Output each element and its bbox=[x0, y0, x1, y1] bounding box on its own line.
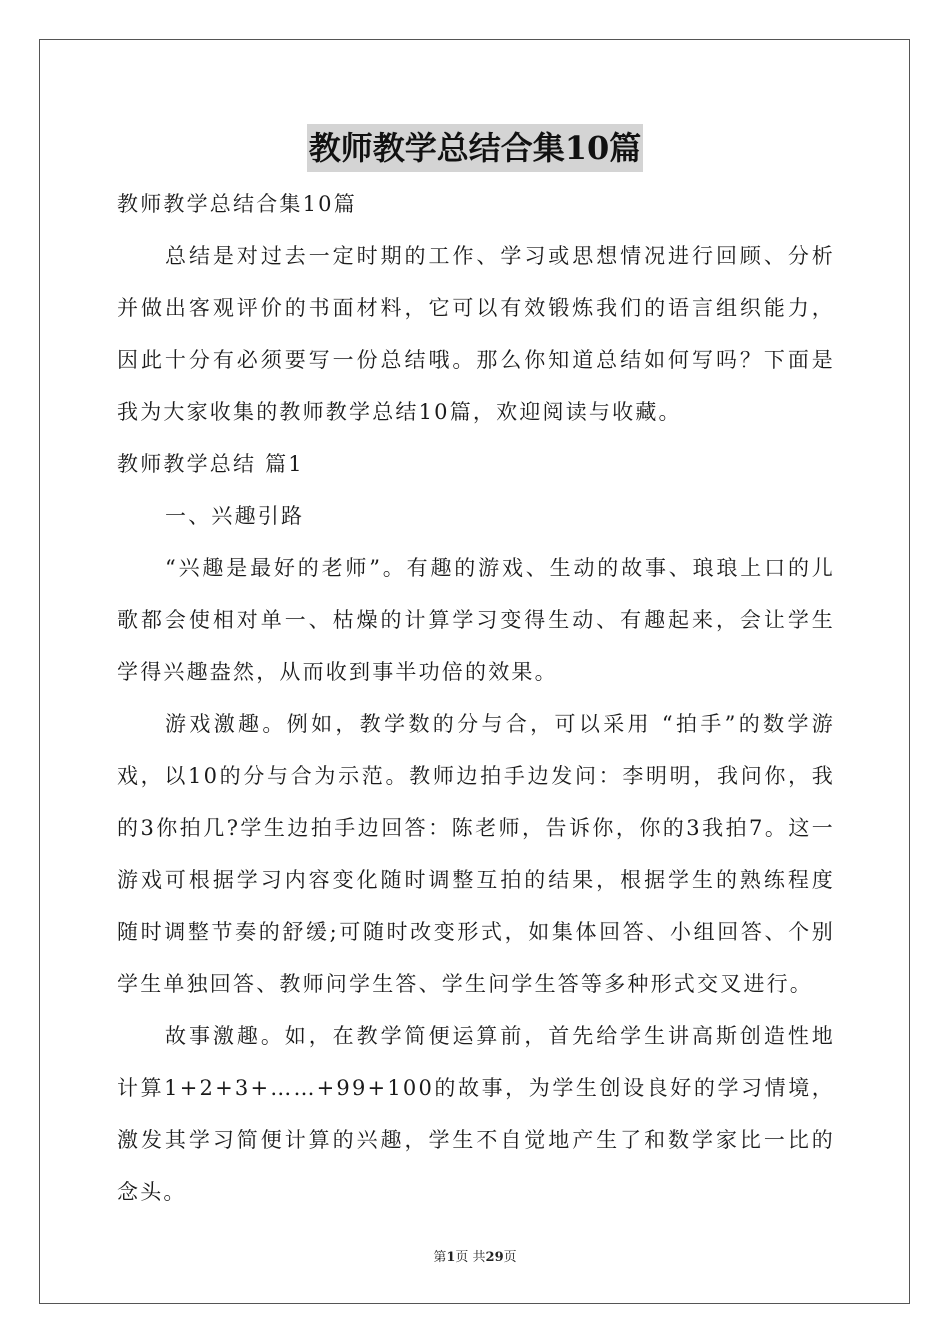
footer-suffix: 页 bbox=[503, 1250, 517, 1265]
footer-current-page: 1 bbox=[446, 1250, 456, 1265]
footer-prefix: 第 bbox=[433, 1250, 447, 1265]
title-container bbox=[0, 124, 950, 172]
body-paragraph-3: 故事激趣。如，在教学简便运算前，首先给学生讲高斯创造性地计算1+2+3+……+99+100的故事，为学生创设良好的学习情境，激发其学习简便计算的兴趣，学生不自觉地产生了和数学家比一比的念头。 bbox=[117, 1024, 835, 1204]
subtitle-line: 教师教学总结合集10篇 bbox=[117, 192, 357, 216]
body-paragraph-2: 游戏激趣。例如，教学数的分与合，可以采用 “拍手”的数学游戏，以10的分与合为示范。教师边拍手边发问：李明明，我问你，我的3你拍几?学生边拍手边回答：陈老师，告诉你，你的3我拍7。这一游戏可根据学习内容变化随时调整互拍的结果，根据学生的熟练程度随时调整节奏的舒缓;可随时改变形式，如集体回答、小组回答、个别学生单独回答、教师问学生答、学生问学生答等多种形式交叉进行。 bbox=[117, 712, 835, 996]
subheading: 一、兴趣引路 bbox=[165, 504, 305, 528]
document-title: 教师教学总结合集10篇 bbox=[307, 124, 644, 172]
document-body bbox=[117, 178, 835, 1218]
body-paragraph-1: “兴趣是最好的老师”。有趣的游戏、生动的故事、琅琅上口的儿歌都会使相对单一、枯燥的计算学习变得生动、有趣起来，会让学生学得兴趣盎然，从而收到事半功倍的效果。 bbox=[117, 556, 835, 684]
footer-total-pages: 29 bbox=[485, 1250, 504, 1265]
footer-mid: 页 共 bbox=[455, 1250, 486, 1265]
page-footer bbox=[0, 1246, 950, 1265]
section-heading: 教师教学总结 篇1 bbox=[117, 452, 304, 476]
intro-paragraph: 总结是对过去一定时期的工作、学习或思想情况进行回顾、分析并做出客观评价的书面材料，它可以有效锻炼我们的语言组织能力，因此十分有必须要写一份总结哦。那么你知道总结如何写吗？下面是我为大家收集的教师教学总结10篇，欢迎阅读与收藏。 bbox=[117, 244, 835, 424]
